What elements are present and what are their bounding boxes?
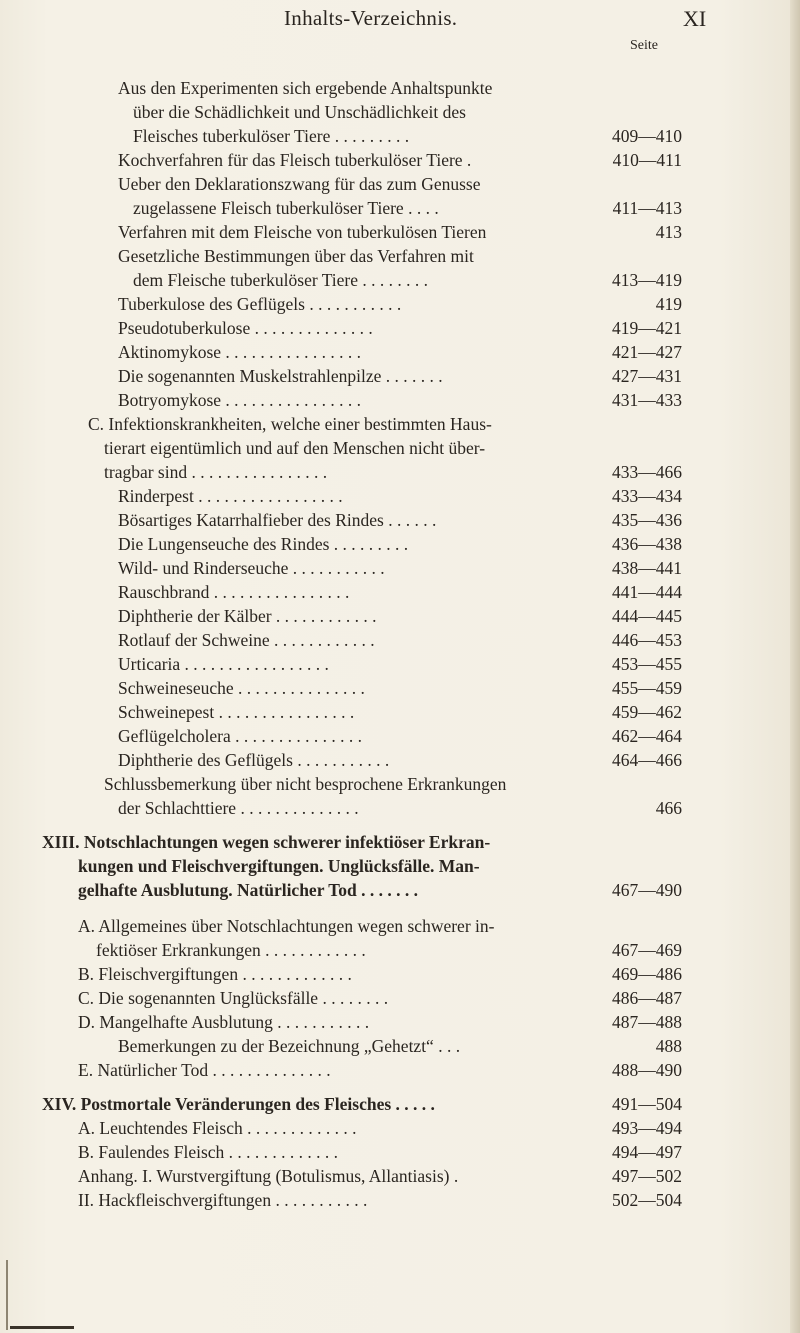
toc-entry-text: Pseudotuberkulose . . . . . . . . . . . . . . [118, 318, 373, 338]
toc-entry-text: B. Fleischvergiftungen . . . . . . . . . . . . . [78, 964, 352, 984]
toc-entry-text: tierart eigentümlich und auf den Menschen nicht über- [104, 438, 486, 458]
toc-entry-pages: 466 [655, 798, 682, 818]
toc-entry-text: II. Hackfleischvergiftungen . . . . . . . . . . . [78, 1190, 368, 1210]
toc-entry-text: Rauschbrand . . . . . . . . . . . . . . . . [118, 582, 350, 602]
toc-entry-text: Gesetzliche Bestimmungen über das Verfahren mit [118, 246, 474, 266]
toc-entry-text: Tuberkulose des Geflügels . . . . . . . . . . . [118, 294, 402, 314]
toc-entry-pages: 467—469 [612, 940, 682, 960]
toc-entry-text: Aktinomykose . . . . . . . . . . . . . . . . [118, 342, 362, 362]
toc-entry-text: A. Allgemeines über Notschlachtungen wegen schwerer in- [78, 916, 495, 936]
toc-entry-text: Wild- und Rinderseuche . . . . . . . . . . . [118, 558, 385, 578]
toc-entry-text: Schweineseuche . . . . . . . . . . . . . . . [118, 678, 365, 698]
toc-entry-text: Fleisches tuberkulöser Tiere . . . . . . . . . [133, 126, 410, 146]
header-title: Inhalts-Verzeichnis. [284, 6, 458, 30]
toc-entry-pages: 469—486 [612, 964, 682, 984]
toc-entry-text: der Schlachttiere . . . . . . . . . . . . . . [118, 798, 359, 818]
toc-entry-pages: 464—466 [612, 750, 682, 770]
bottom-rule [10, 1326, 74, 1329]
toc-entry-text: Schweinepest . . . . . . . . . . . . . . . . [118, 702, 355, 722]
toc-entry-text: über die Schädlichkeit und Unschädlichkeit des [133, 102, 466, 122]
toc-entry-text: Die sogenannten Muskelstrahlenpilze . . . . . . . [118, 366, 443, 386]
toc-entry-pages: 435—436 [612, 510, 682, 530]
toc-entry-text: B. Faulendes Fleisch . . . . . . . . . . . . . [78, 1142, 339, 1162]
toc-entry-text: Diphtherie des Geflügels . . . . . . . . . . . [118, 750, 390, 770]
toc-entry-pages: 459—462 [612, 702, 682, 722]
toc-entry-pages: 502—504 [612, 1190, 682, 1210]
toc-entry-pages: 419 [655, 294, 682, 314]
toc-entry-pages: 467—490 [612, 880, 682, 900]
toc-entry-pages: 433—434 [612, 486, 682, 506]
toc-entry-pages: 487—488 [612, 1012, 682, 1032]
toc-entry-pages: 436—438 [612, 534, 682, 554]
toc-entry-text: A. Leuchtendes Fleisch . . . . . . . . . . . . . [78, 1118, 357, 1138]
toc-entry-pages: 421—427 [612, 342, 682, 362]
toc-entry-text: Die Lungenseuche des Rindes . . . . . . . . . [118, 534, 409, 554]
toc-entry-text: Rinderpest . . . . . . . . . . . . . . . . . [118, 486, 343, 506]
toc-entry-pages: 413—419 [612, 270, 682, 290]
toc-entry-text: tragbar sind . . . . . . . . . . . . . . . . [104, 462, 328, 482]
toc-entry-text: dem Fleische tuberkulöser Tiere . . . . . . . . [133, 270, 429, 290]
toc-entry-pages: 410—411 [612, 150, 682, 170]
toc-entry-text: D. Mangelhafte Ausblutung . . . . . . . . . . . [78, 1012, 370, 1032]
toc-entry-pages: 497—502 [612, 1166, 682, 1186]
toc-entry-pages: 431—433 [612, 390, 682, 410]
toc-entry-text: kungen und Fleischvergiftungen. Unglücksfälle. Man- [78, 856, 480, 876]
toc-entry-pages: 446—453 [612, 630, 682, 650]
toc-entry-text: Bösartiges Katarrhalfieber des Rindes . . . . . . [118, 510, 437, 530]
toc-entry-pages: 444—445 [612, 606, 682, 626]
toc-entry-text: zugelassene Fleisch tuberkulöser Tiere . . . . [133, 198, 439, 218]
toc-entry-text: C. Die sogenannten Unglücksfälle . . . . . . . . [78, 988, 389, 1008]
toc-entry-pages: 441—444 [612, 582, 682, 602]
toc-entry-text: Rotlauf der Schweine . . . . . . . . . . . . [118, 630, 375, 650]
toc-entry-pages: 453—455 [612, 654, 682, 674]
header-page-number: XI [683, 6, 707, 31]
toc-entry-pages: 413 [655, 222, 682, 242]
toc-entry-text: Geflügelcholera . . . . . . . . . . . . . . . [118, 726, 362, 746]
toc-entry-text: Bemerkungen zu der Bezeichnung „Gehetzt“ . . . [118, 1036, 461, 1056]
page-edge [790, 0, 800, 1333]
toc-entry-pages: 455—459 [612, 678, 682, 698]
toc-entry-text: XIII. Notschlachtungen wegen schwerer infektiöser Erkran- [42, 832, 491, 852]
toc-entry-pages: 488 [655, 1036, 682, 1056]
toc-entry-text: Verfahren mit dem Fleische von tuberkulösen Tieren [118, 222, 487, 242]
toc-entry-text: Ueber den Deklarationszwang für das zum Genusse [118, 174, 481, 194]
toc-entry-text: Anhang. I. Wurstvergiftung (Botulismus, Allantiasis) . [78, 1166, 459, 1186]
margin-rule [6, 1260, 8, 1330]
toc-entry-text: gelhafte Ausblutung. Natürlicher Tod . . . . . . . [78, 880, 419, 900]
toc-entry-pages: 427—431 [612, 366, 682, 386]
toc-entry-pages: 488—490 [612, 1060, 682, 1080]
toc-entry-text: fektiöser Erkrankungen . . . . . . . . . . . . [96, 940, 366, 960]
toc-entry-pages: 411—413 [612, 198, 682, 218]
toc-entry-text: Diphtherie der Kälber . . . . . . . . . . . . [118, 606, 377, 626]
toc-entry-text: Schlussbemerkung über nicht besprochene Erkrankungen [104, 774, 507, 794]
toc-entry-pages: 419—421 [612, 318, 682, 338]
toc-entry-pages: 409—410 [612, 126, 682, 146]
toc-entry-pages: 438—441 [612, 558, 682, 578]
running-header [0, 6, 800, 38]
toc-entry-text: Botryomykose . . . . . . . . . . . . . . . . [118, 390, 362, 410]
toc-entry-text: Kochverfahren für das Fleisch tuberkulöser Tiere . [118, 150, 472, 170]
toc-entry-text: XIV. Postmortale Veränderungen des Fleisches . . . . . [42, 1094, 435, 1114]
page-column-label: Seite [630, 38, 658, 53]
toc-entry-text: C. Infektionskrankheiten, welche einer bestimmten Haus- [88, 414, 492, 434]
toc-entry-pages: 491—504 [612, 1094, 682, 1114]
toc-entry-pages: 433—466 [612, 462, 682, 482]
toc-entry-pages: 486—487 [612, 988, 682, 1008]
toc-entry-text: Aus den Experimenten sich ergebende Anhaltspunkte [118, 78, 493, 98]
toc-entry-pages: 493—494 [612, 1118, 682, 1138]
toc-entry-text: Urticaria . . . . . . . . . . . . . . . . . [118, 654, 329, 674]
toc-entry-text: E. Natürlicher Tod . . . . . . . . . . . . . . [78, 1060, 331, 1080]
toc-entry-pages: 494—497 [612, 1142, 682, 1162]
toc-entry-pages: 462—464 [612, 726, 682, 746]
